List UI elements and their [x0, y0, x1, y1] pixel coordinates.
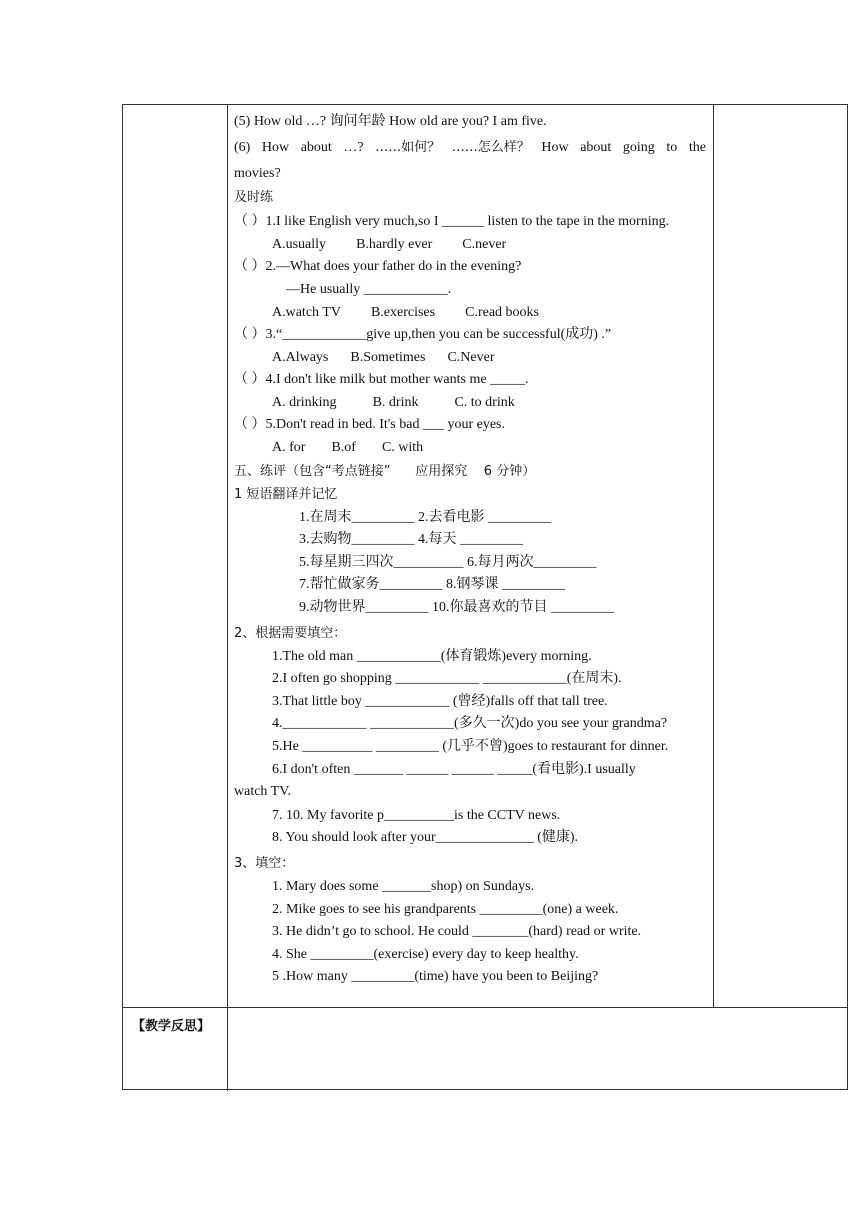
question-1-options: A.usually B.hardly ever C.never	[272, 237, 507, 252]
part-2-title: 2、根据需要填空：	[234, 626, 347, 641]
teaching-reflection-label: 【教学反思】	[132, 1019, 211, 1034]
question-2-sub: —He usually ____________.	[286, 282, 452, 297]
fill2-item-5: 5.He __________ _________ (几乎不曾)goes to restaurant for dinner.	[272, 739, 669, 754]
fill2-item-1: 1.The old man ____________(体育锻炼)every morning.	[272, 649, 592, 664]
question-2: （ ）2.—What does your father do in the evening?	[234, 259, 522, 274]
question-1: （ ）1.I like English very much,so I ______ listen to the tape in the morning.	[234, 214, 670, 229]
fill2-item-6-cont: watch TV.	[234, 784, 292, 799]
fill2-item-4: 4.____________ ____________(多久一次)do you see your grandma?	[272, 716, 668, 731]
row-divider	[123, 1007, 847, 1008]
column-divider-right	[713, 105, 714, 1007]
fill2-item-7: 7. 10. My favorite p__________is the CCTV news.	[272, 808, 561, 823]
question-5-options: A. for B.of C. with	[272, 440, 424, 455]
fill2-item-2: 2.I often go shopping ____________ ____________(在周末).	[272, 671, 622, 686]
fill3-item-5: 5 .How many _________(time) have you been to Beijing?	[272, 969, 599, 984]
column-divider-left	[227, 105, 228, 1091]
fill2-item-6: 6.I don't often _______ ______ ______ _____(看电影).I usually	[272, 762, 636, 777]
question-2-options: A.watch TV B.exercises C.read books	[272, 305, 539, 320]
fill3-item-1: 1. Mary does some _______shop) on Sundays.	[272, 879, 535, 894]
question-3: （ ）3.“____________give up,then you can be successful(成功) .”	[234, 327, 612, 342]
phrase-line-5: 9.动物世界_________ 10.你最喜欢的节目 _________	[299, 600, 614, 615]
fill3-item-4: 4. She _________(exercise) every day to keep healthy.	[272, 947, 579, 962]
phrase-line-2: 3.去购物_________ 4.每天 _________	[299, 532, 523, 547]
phrase-line-1: 1.在周末_________ 2.去看电影 _________	[299, 510, 551, 525]
fill3-item-2: 2. Mike goes to see his grandparents _________(one) a week.	[272, 902, 619, 917]
fill2-item-8: 8. You should look after your______________ (健康).	[272, 830, 579, 845]
part-3-title: 3、填空：	[234, 856, 295, 871]
fill2-item-3: 3.That little boy ____________ (曾经)falls off that tall tree.	[272, 694, 608, 709]
intro-line-6-cont: movies?	[234, 166, 281, 181]
phrase-line-3: 5.每星期三四次__________ 6.每月两次_________	[299, 555, 597, 570]
phrase-line-4: 7.帮忙做家务_________ 8.钢琴课 _________	[299, 577, 565, 592]
question-5: （ ）5.Don't read in bed. It's bad ___ your eyes.	[234, 417, 505, 432]
part-1-title: 1 短语翻译并记忆	[234, 487, 338, 502]
question-4-options: A. drinking B. drink C. to drink	[272, 395, 515, 410]
question-3-options: A.Always B.Sometimes C.Never	[272, 350, 495, 365]
intro-line-5: (5) How old …? 询问年龄 How old are you? I am five.	[234, 114, 547, 129]
question-4: （ ）4.I don't like milk but mother wants me _____.	[234, 372, 529, 387]
intro-line-6: (6) How about …? ……如何？ ……怎么样？ How about going to the	[234, 140, 706, 155]
fill3-item-3: 3. He didn’t go to school. He could ________(hard) read or write.	[272, 924, 642, 939]
section-5-title: 五、练评（包含“考点链接” 应用探究 6 分钟）	[234, 464, 536, 479]
practice-heading: 及时练	[234, 190, 274, 205]
